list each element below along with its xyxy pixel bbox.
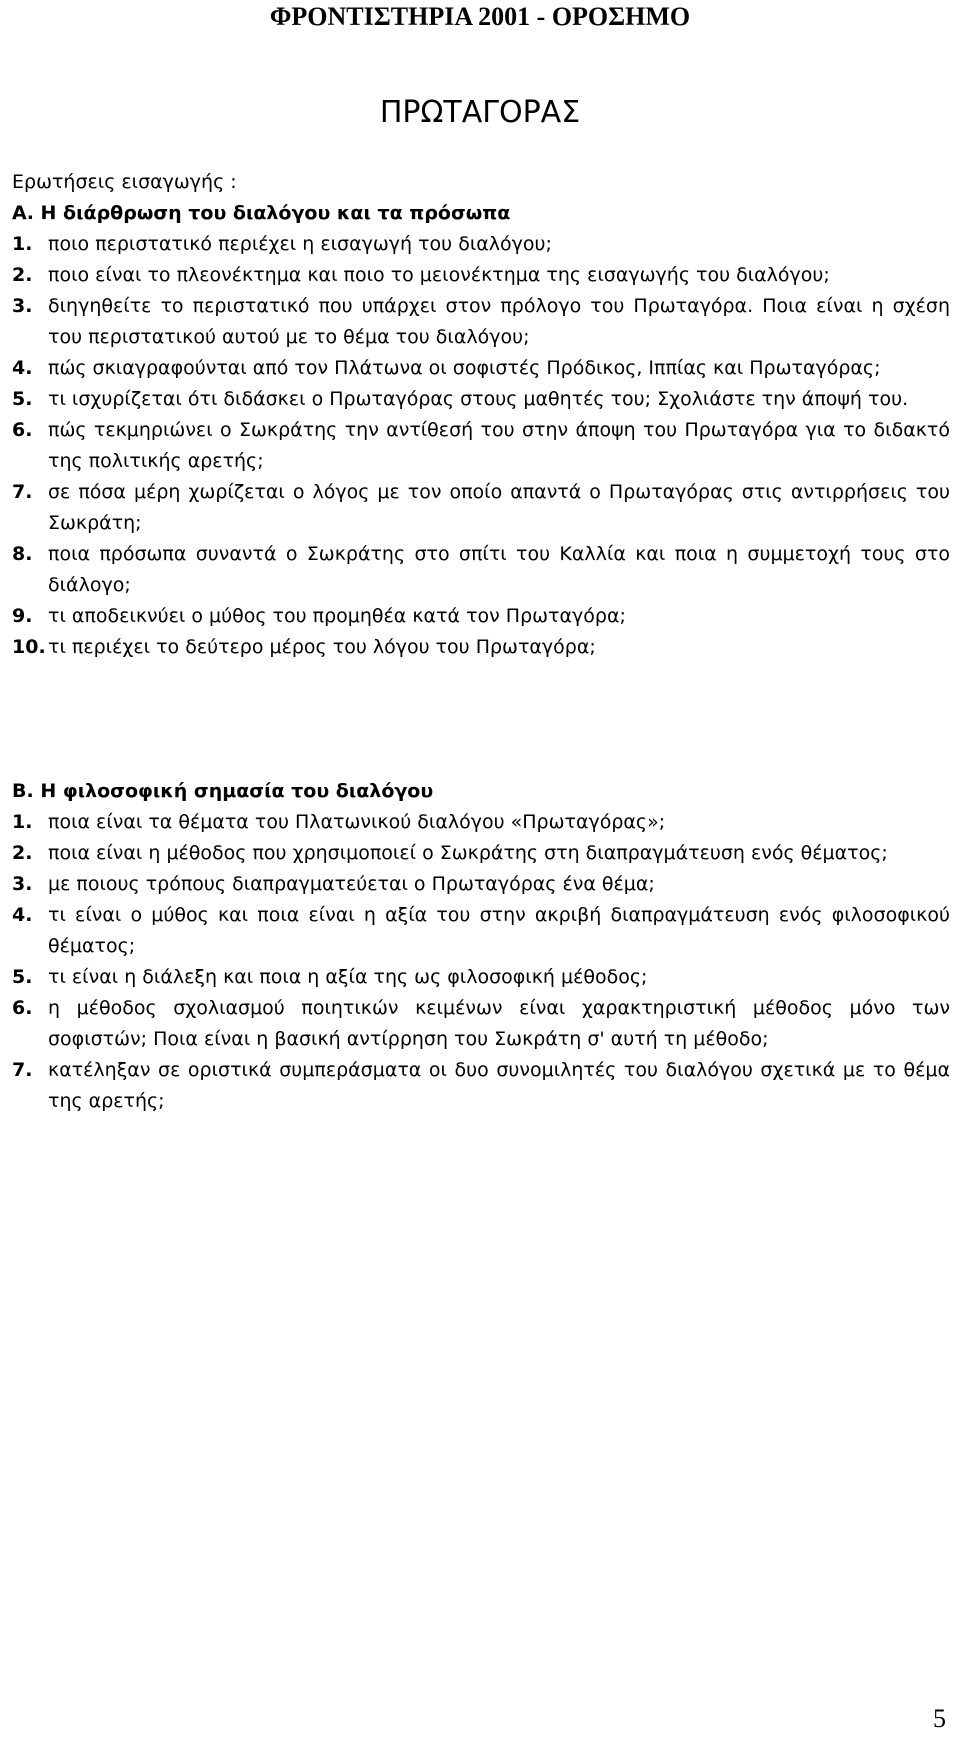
question-text: τι περιέχει το δεύτερο μέρος του λόγου του Πρωταγόρα; (48, 636, 596, 658)
question-item (12, 1055, 950, 1117)
section-a (12, 167, 950, 663)
question-item (12, 993, 950, 1055)
question-item (12, 632, 950, 663)
question-number: 8. (12, 543, 33, 565)
question-item (12, 601, 950, 632)
question-number: 3. (12, 873, 33, 895)
question-text: πώς τεκμηριώνει ο Σωκράτης την αντίθεσή του στην άποψη του Πρωταγόρα για το διδακτό της πολιτικής αρετής; (48, 419, 950, 472)
question-text: τι είναι ο μύθος και ποια είναι η αξία του στην ακριβή διαπραγμάτευση ενός φιλοσοφικού θέματος; (48, 904, 950, 957)
question-text: ποια πρόσωπα συναντά ο Σωκράτης στο σπίτι του Καλλία και ποια η συμμετοχή τους στο διάλογο; (48, 543, 950, 596)
question-number: 1. (12, 233, 33, 255)
question-number: 5. (12, 388, 33, 410)
question-number: 2. (12, 264, 33, 286)
question-item (12, 353, 950, 384)
question-text: ποια είναι η μέθοδος που χρησιμοποιεί ο Σωκράτης στη διαπραγμάτευση ενός θέματος; (48, 842, 888, 864)
page-header: ΦΡΟΝΤΙΣΤΗΡΙΑ 2001 - ΟΡΟΣΗΜΟ (269, 2, 691, 31)
question-number: 9. (12, 605, 33, 627)
question-number: 4. (12, 357, 33, 379)
question-text: πώς σκιαγραφούνται από τον Πλάτωνα οι σοφιστές Πρόδικος, Ιππίας και Πρωταγόρας; (48, 357, 881, 379)
question-item (12, 962, 950, 993)
question-text: τι είναι η διάλεξη και ποια η αξία της ως φιλοσοφική μέθοδος; (48, 966, 648, 988)
question-item (12, 869, 950, 900)
question-number: 7. (12, 481, 33, 503)
question-item (12, 260, 950, 291)
question-number: 6. (12, 419, 33, 441)
question-item (12, 539, 950, 601)
document-title: ΠΡΩΤΑΓΟΡΑΣ (379, 95, 581, 130)
question-item (12, 291, 950, 353)
section-b (12, 776, 950, 1117)
question-number: 4. (12, 904, 33, 926)
question-number: 7. (12, 1059, 33, 1081)
question-text: ποιο περιστατικό περιέχει η εισαγωγή του διαλόγου; (48, 233, 552, 255)
question-text: σε πόσα μέρη χωρίζεται ο λόγος με τον οποίο απαντά ο Πρωταγόρας στις αντιρρήσεις του Σωκράτη; (48, 481, 950, 534)
question-text: ποια είναι τα θέματα του Πλατωνικού διαλόγου «Πρωταγόρας»; (48, 811, 666, 833)
intro-label: Ερωτήσεις εισαγωγής : (12, 171, 237, 193)
question-item (12, 477, 950, 539)
question-number: 10. (12, 636, 46, 658)
question-number: 3. (12, 295, 33, 317)
question-text: με ποιους τρόπους διαπραγματεύεται ο Πρωταγόρας ένα θέμα; (48, 873, 655, 895)
section-b-heading: Β. Η φιλοσοφική σημασία του διαλόγου (12, 780, 434, 802)
question-item (12, 384, 950, 415)
question-text: διηγηθείτε το περιστατικό που υπάρχει στον πρόλογο του Πρωταγόρα. Ποια είναι η σχέση του περιστατικού αυτού με το θέμα του διαλόγου; (48, 295, 950, 348)
question-text: τι αποδεικνύει ο μύθος του προμηθέα κατά τον Πρωταγόρα; (48, 605, 626, 627)
question-number: 2. (12, 842, 33, 864)
question-item (12, 229, 950, 260)
question-text: τι ισχυρίζεται ότι διδάσκει ο Πρωταγόρας στους μαθητές του; Σχολιάστε την άποψή του. (48, 388, 909, 410)
question-item (12, 838, 950, 869)
question-text: κατέληξαν σε οριστικά συμπεράσματα οι δυο συνομιλητές του διαλόγου σχετικά με το θέμα της αρετής; (48, 1059, 950, 1112)
question-text: η μέθοδος σχολιασμού ποιητικών κειμένων είναι χαρακτηριστική μέθοδος μόνο των σοφιστών; Ποια είναι η βασική αντίρρηση του Σωκράτη σ' αυτή τη μέθοδο; (48, 997, 950, 1050)
question-number: 1. (12, 811, 33, 833)
question-item (12, 900, 950, 962)
page-number: 5 (933, 1704, 946, 1733)
question-item (12, 415, 950, 477)
question-item (12, 807, 950, 838)
question-number: 5. (12, 966, 33, 988)
question-text: ποιο είναι το πλεονέκτημα και ποιο το μειονέκτημα της εισαγωγής του διαλόγου; (48, 264, 830, 286)
question-number: 6. (12, 997, 33, 1019)
section-a-heading: Α. Η διάρθρωση του διαλόγου και τα πρόσωπα (12, 202, 511, 224)
